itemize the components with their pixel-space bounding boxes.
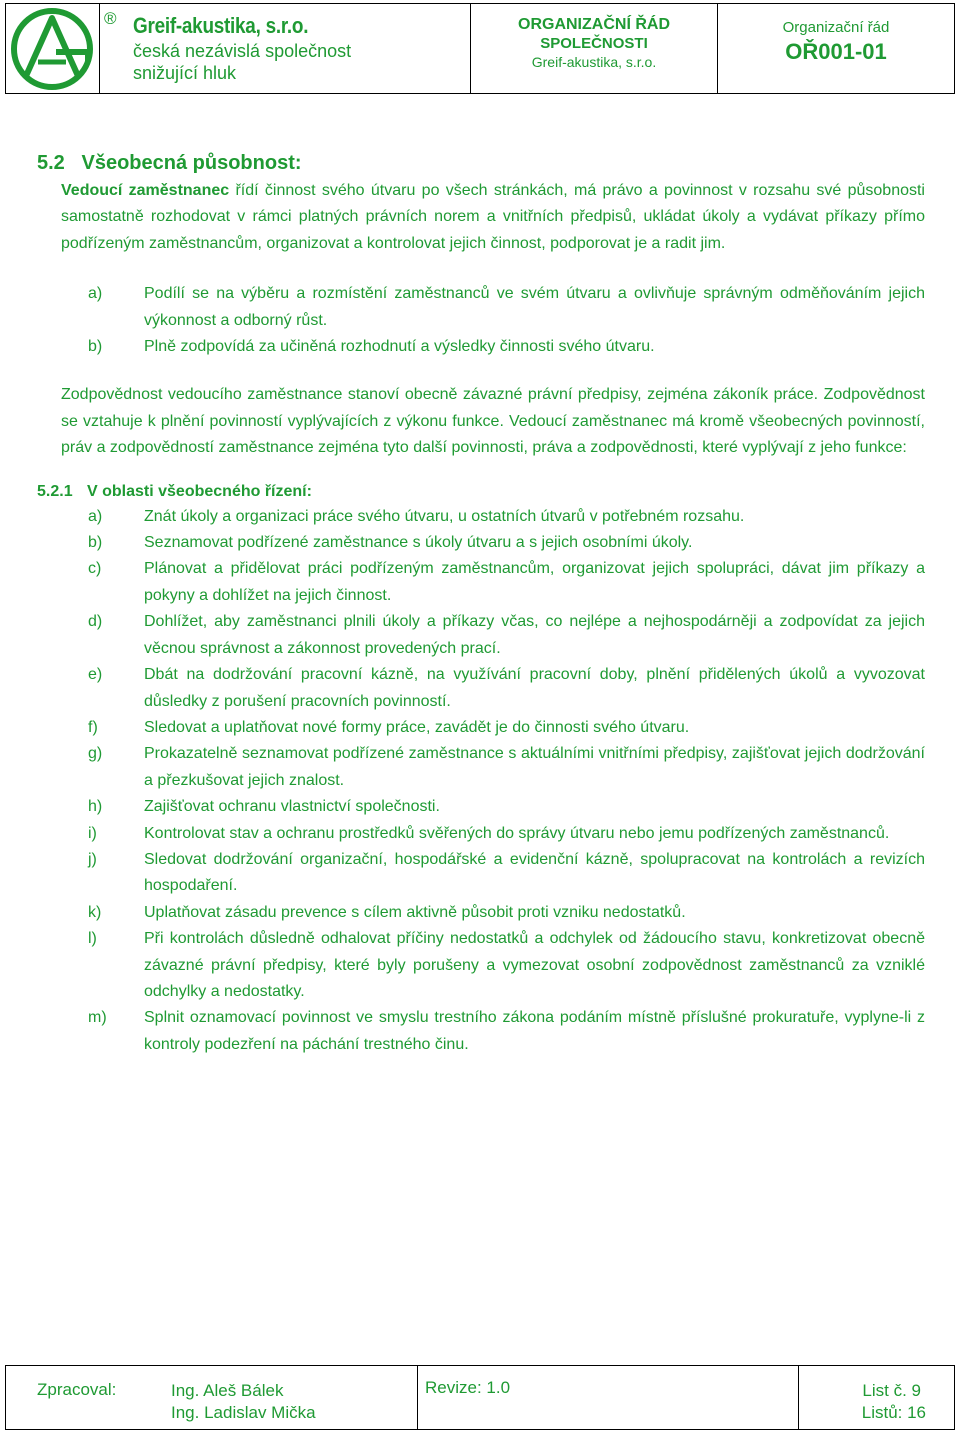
list-item-text: Seznamovat podřízené zaměstnance s úkoly útvaru a s jejich osobními úkoly. (144, 534, 693, 552)
list-item-label: b) (88, 534, 103, 552)
document-code-cell (718, 4, 954, 93)
prepared-label: Zpracoval: (37, 1380, 117, 1399)
section-list (37, 281, 925, 360)
list-item-text: Dohlížet, aby zaměstnanci plnili úkoly a příkazy včas, co nejlépe a nejhospodárněji a zodpovídat za jejich věcnou správnost a zákonnost provedených prací. (144, 613, 925, 657)
list-item (37, 821, 925, 847)
list-item-label: a) (88, 507, 103, 525)
company-name: Greif-akustika, s.r.o. (133, 13, 309, 38)
intro-text: řídí činnost svého útvaru po všech stránkách, má právo a povinnost v rozsahu své působnosti samostatně rozhodovat v rámci platných právních norem a vnitřních předpisů, ukládat úkoly a vydávat příkazy přímo podřízeným zaměstnancům, organizovat a kontrolovat jejich činnost, podporovat je a radit jim. (61, 182, 925, 252)
subsection-number: 5.2.1 (37, 482, 73, 500)
logo-cell (6, 4, 100, 93)
page-content (37, 150, 925, 1058)
section-title: Všeobecná působnost: (81, 152, 302, 174)
company-tagline-1: česká nezávislá společnost (133, 41, 352, 61)
author-2: Ing. Ladislav Mička (171, 1403, 316, 1422)
list-item (37, 334, 925, 360)
list-item-text: Plně zodpovídá za učiněná rozhodnutí a výsledky činnosti svého útvaru. (144, 338, 655, 356)
list-item (37, 900, 925, 926)
list-item-label: e) (88, 666, 103, 684)
list-item (37, 504, 925, 530)
list-item (37, 281, 925, 334)
list-item-label: k) (88, 903, 102, 921)
subsection-list (37, 504, 925, 1059)
doc-title-line-3: Greif-akustika, s.r.o. (531, 54, 657, 70)
list-item (37, 1005, 925, 1058)
list-item-label: f) (88, 718, 98, 736)
list-item (37, 926, 925, 1005)
list-item-text: Sledovat a uplatňovat nové formy práce, zavádět je do činnosti svého útvaru. (144, 718, 690, 736)
total-pages: Listů: 16 (861, 1403, 926, 1422)
list-item-label: j) (88, 850, 97, 868)
revision: Revize: 1.0 (425, 1378, 511, 1397)
section-heading (37, 150, 925, 176)
list-item-label: c) (88, 560, 102, 578)
list-item (37, 715, 925, 741)
list-item-text: Podílí se na výběru a rozmístění zaměstnanců ve svém útvaru a ovlivňuje správným odměňováním jejich výkonnost a odborný růst. (144, 285, 925, 329)
list-item (37, 847, 925, 900)
section-intro (61, 178, 925, 257)
list-item-label: b) (88, 338, 103, 356)
list-item-text: Sledovat dodržování organizační, hospodářské a evidenční kázně, spolupracovat na kontrolách a revizích hospodaření. (144, 850, 925, 895)
prepared-by-cell (6, 1366, 418, 1429)
author-1: Ing. Aleš Bálek (171, 1381, 284, 1400)
list-item-label: m) (88, 1009, 107, 1027)
subsection-title: V oblasti všeobecného řízení: (87, 482, 312, 500)
list-item (37, 530, 925, 556)
responsibility-paragraph: Zodpovědnost vedoucího zaměstnance stanoví obecně závazné právní předpisy, zejména zákoník práce. Zodpovědnost se vztahuje k plnění povinností vyplývajících z výkonu funkce. Vedoucí zaměstnanec má kromě všeobecných povinností, práv a zodpovědností zaměstnance zejména tyto další povinnosti, práva a zodpovědnosti, které vyplývají z jeho funkce: (61, 386, 925, 457)
list-item-text: Zajišťovat ochranu vlastnictví společnosti. (144, 798, 440, 816)
revision-cell (418, 1366, 799, 1429)
document-header (5, 3, 955, 94)
section-number: 5.2 (37, 152, 65, 174)
list-item-text: Plánovat a přidělovat práci podřízeným zaměstnancům, organizovat jejich spolupráci, dávat jim příkazy a pokyny a dohlížet na jejich činnost. (144, 560, 925, 604)
list-item (37, 741, 925, 794)
document-footer (5, 1365, 955, 1430)
list-item-label: a) (88, 285, 103, 303)
list-item (37, 794, 925, 820)
doc-code: OŘ001-01 (785, 39, 887, 64)
subsection-heading (37, 480, 925, 504)
company-tagline-2: snižující hluk (133, 63, 237, 83)
list-item-text: Znát úkoly a organizaci práce svého útvaru, u ostatních útvarů v potřebném rozsahu. (144, 507, 745, 525)
page-number: List č. 9 (862, 1381, 921, 1400)
list-item (37, 609, 925, 662)
intro-bold: Vedoucí zaměstnanec (61, 182, 230, 199)
list-item-text: Prokazatelně seznamovat podřízené zaměstnance s aktuálními vnitřními předpisy, zajišťovat jejich dodržování a přezkušovat jejich znalost. (144, 745, 925, 789)
list-item-label: d) (88, 613, 103, 631)
list-item-label: l) (88, 930, 97, 948)
list-item-label: i) (88, 824, 97, 842)
list-item-text: Dbát na dodržování pracovní kázně, na využívání pracovní doby, plnění přidělených úkolů a vyvozovat důsledky z porušení pracovních povinností. (144, 666, 925, 710)
doc-title-line-2: SPOLEČNOSTI (540, 35, 648, 52)
list-item-label: g) (88, 745, 103, 763)
document-title-cell (471, 4, 718, 93)
list-item-text: Kontrolovat stav a ochranu prostředků svěřených do správy útvaru nebo jemu podřízených zaměstnanců. (144, 824, 890, 842)
doc-title-line-1: ORGANIZAČNÍ ŘÁD (518, 16, 670, 33)
list-item (37, 662, 925, 715)
page-number-cell (799, 1366, 954, 1429)
doc-type: Organizační řád (782, 19, 890, 36)
list-item (37, 556, 925, 609)
registered-mark: ® (104, 9, 117, 28)
company-cell (100, 4, 471, 93)
list-item-text: Uplatňovat zásadu prevence s cílem aktivně působit proti vzniku nedostatků. (144, 903, 686, 921)
list-item-label: h) (88, 798, 103, 816)
list-item-text: Splnit oznamovací povinnost ve smyslu trestního zákona podáním místně příslušné prokuratuře, vyplyne-li z kontroly podezření na páchání trestného činu. (144, 1009, 925, 1053)
greif-akustika-logo-icon (6, 4, 98, 93)
list-item-text: Při kontrolách důsledně odhalovat příčiny nedostatků a odchylek od žádoucího stavu, konkretizovat obecně závazné právní předpisy, které byly porušeny a vymezovat osobní zodpovědnost zaměstnanců za vzniklé odchylky a nedostatky. (144, 930, 925, 1000)
